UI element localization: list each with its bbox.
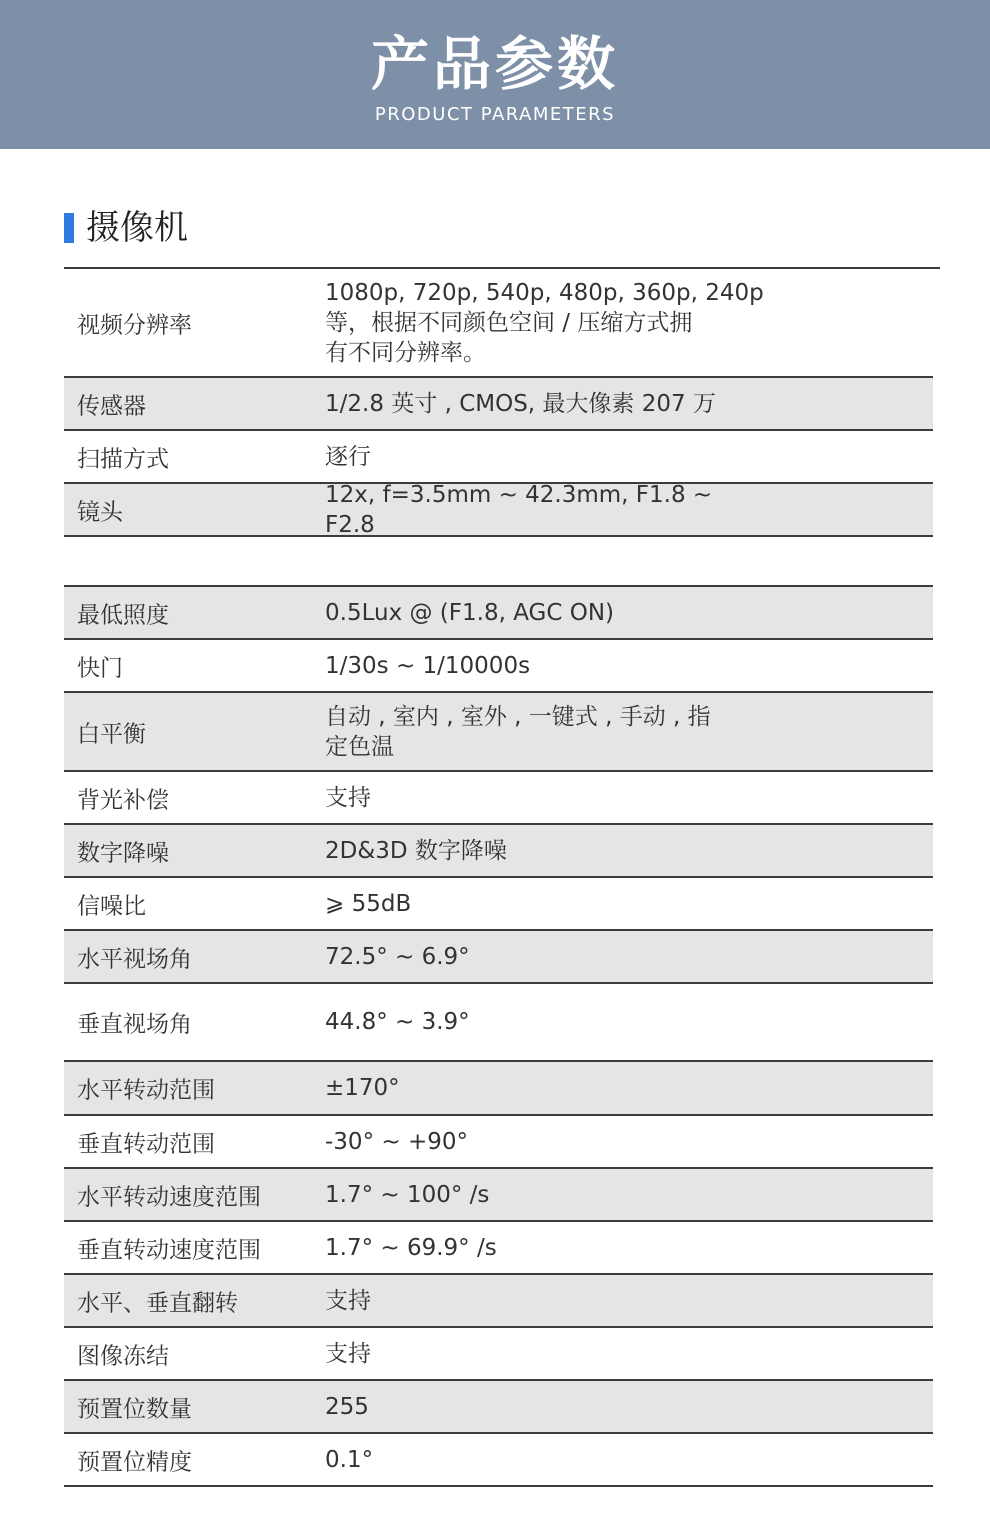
spec-row — [64, 931, 933, 984]
spec-value: 0.5Lux @ (F1.8, AGC ON) — [325, 599, 615, 626]
spec-table-group1 — [64, 269, 933, 537]
spec-value: 支持 — [325, 1340, 371, 1367]
spec-row — [64, 984, 933, 1062]
spec-label: 视频分辨率 — [77, 312, 192, 338]
spec-value: 支持 — [325, 1287, 371, 1314]
spec-value: 支持 — [325, 784, 371, 811]
spec-label: 白平衡 — [77, 721, 146, 747]
spec-value: 44.8° ~ 3.9° — [325, 1009, 470, 1035]
spec-row — [64, 640, 933, 693]
section-title: 摄像机 — [86, 208, 188, 248]
spec-value: 12x, f=3.5mm ~ 42.3mm, F1.8 ~ F2.8 — [325, 481, 713, 538]
spec-label: 预置位精度 — [77, 1449, 192, 1475]
spec-row — [64, 1381, 933, 1434]
spec-table-group2 — [64, 585, 933, 1487]
spec-value: 1/2.8 英寸 , CMOS, 最大像素 207 万 — [325, 390, 716, 417]
spec-row — [64, 1062, 933, 1116]
spec-label: 扫描方式 — [77, 446, 169, 472]
header-banner — [0, 0, 990, 149]
spec-label: 最低照度 — [77, 602, 169, 628]
spec-value: 255 — [325, 1393, 369, 1420]
banner-title: 产品参数 — [370, 30, 619, 98]
spec-value: 1/30s ~ 1/10000s — [325, 652, 531, 679]
spec-row — [64, 825, 933, 878]
spec-row — [64, 1275, 933, 1328]
spec-label: 垂直视场角 — [77, 1011, 192, 1038]
spec-value: -30° ~ +90° — [325, 1128, 468, 1155]
spec-value: ±170° — [325, 1075, 400, 1101]
spec-label: 预置位数量 — [77, 1396, 192, 1422]
spec-value: 自动 , 室内 , 室外 , 一键式 , 手动 , 指 定色温 — [325, 703, 711, 760]
spec-value: 2D&3D 数字降噪 — [325, 837, 507, 864]
spec-label: 镜头 — [77, 499, 123, 525]
banner-subtitle: PRODUCT PARAMETERS — [374, 104, 616, 125]
spec-row — [64, 269, 933, 378]
spec-row — [64, 1116, 933, 1169]
spec-label: 垂直转动速度范围 — [77, 1237, 261, 1263]
spec-row — [64, 1169, 933, 1222]
spec-label: 水平转动范围 — [77, 1077, 215, 1104]
spec-value: ⩾ 55dB — [325, 890, 412, 917]
spec-label: 信噪比 — [77, 893, 146, 919]
spec-label: 图像冻结 — [77, 1343, 169, 1369]
spec-value: 1.7° ~ 69.9° /s — [325, 1234, 497, 1261]
spec-value: 1080p, 720p, 540p, 480p, 360p, 240p 等，根据不同颜色空间 / 压缩方式拥 有不同分辨率。 — [325, 279, 764, 366]
spec-row — [64, 585, 933, 640]
spec-label: 背光补偿 — [77, 787, 169, 813]
spec-row — [64, 693, 933, 772]
spec-row — [64, 1328, 933, 1381]
spec-label: 水平、垂直翻转 — [77, 1290, 238, 1316]
section-accent-bar — [64, 213, 74, 243]
spec-label: 传感器 — [77, 393, 146, 419]
spec-row — [64, 1222, 933, 1275]
spec-row — [64, 481, 933, 538]
spec-row — [64, 772, 933, 825]
spec-value: 72.5° ~ 6.9° — [325, 943, 470, 970]
spec-label: 快门 — [77, 655, 123, 681]
spec-label: 水平转动速度范围 — [77, 1184, 261, 1210]
spec-row — [64, 378, 933, 431]
spec-label: 垂直转动范围 — [77, 1131, 215, 1157]
spec-row — [64, 1434, 933, 1487]
spec-row — [64, 431, 933, 484]
spec-label: 水平视场角 — [77, 946, 192, 972]
spec-value: 逐行 — [325, 443, 371, 470]
spec-value: 0.1° — [325, 1446, 374, 1473]
spec-label: 数字降噪 — [77, 840, 169, 866]
spec-row — [64, 878, 933, 931]
spec-value: 1.7° ~ 100° /s — [325, 1181, 490, 1208]
